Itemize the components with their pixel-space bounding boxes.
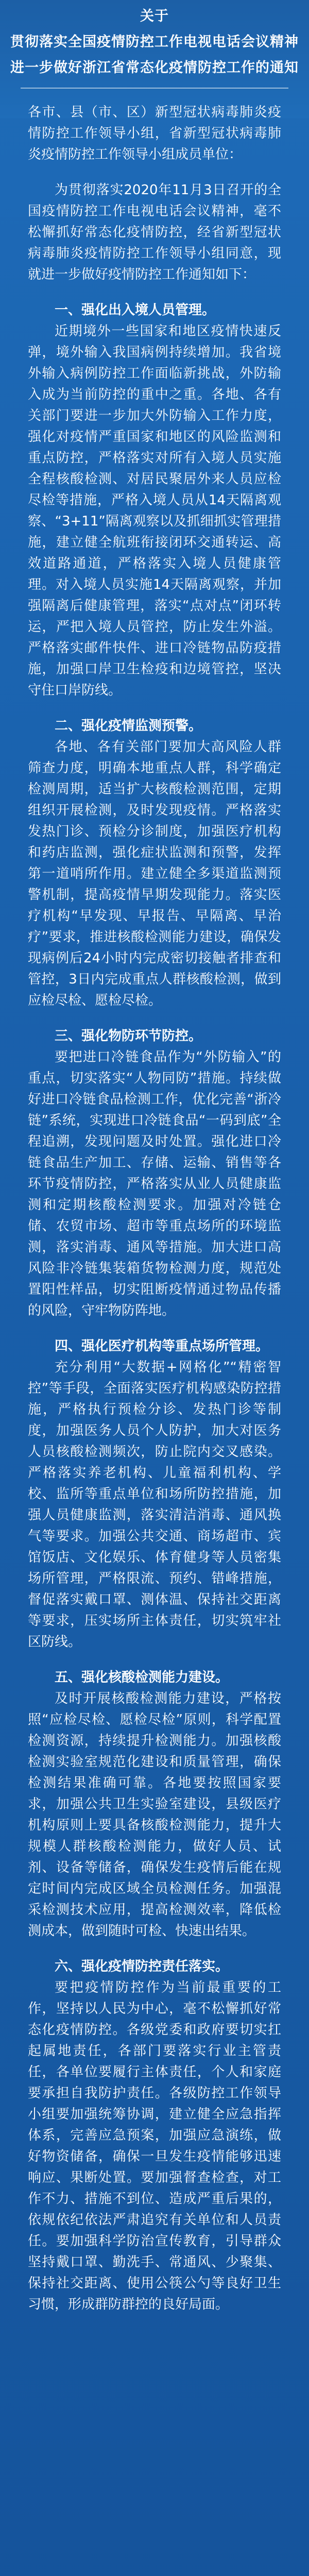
section-heading-1: 一、强化出入境人员管理。 [55,302,216,318]
section-heading-5: 五、强化核酸检测能力建设。 [55,1670,229,1685]
section-body-6: 要把疫情防控作为当前最重要的工作，坚持以人民为中心，毫不松懈抓好常态化疫情防控。各级党委和政府要切实扛起属地责任，各部门要落实行业主管责任，各单位要履行主体责任，个人和家庭要承担自我防护责任。各级防控工作领导小组要加强统筹协调，建立健全应急指挥体系，完善应急预案，加强应急演练，做好物资储备，确保一旦发生疫情能够迅速响应、果断处置。要加强督查检查，对工作不力、措施不到位、造成严重后果的，依规依纪依法严肃追究有关单位和人员责任。要加强科学防治宣传教育，引导群众坚持戴口罩、勤洗手、常通风、少聚集、保持社交距离、使用公筷公勺等良好卫生习惯，形成群防群控的良好局面。 [28,1980,281,2312]
salutation: 各市、县（市、区）新型冠状病毒肺炎疫情防控工作领导小组，省新型冠状病毒肺炎疫情防控工作领导小组成员单位： [28,105,281,162]
title-line-1: 关于 [140,8,169,24]
section-heading-3: 三、强化物防环节防控。 [55,1028,202,1044]
title-line-3: 进一步做好浙江省常态化疫情防控工作的通知 [10,60,299,76]
notice-header [0,0,309,118]
section-heading-6: 六、强化疫情防控责任落实。 [55,1959,229,1974]
notice-body [28,102,281,2330]
title-divider [21,88,288,89]
section-body-2: 各地、各有关部门要加大高风险人群筛查力度，明确本地重点人群，科学确定检测周期，适当扩大核酸检测范围，定期组织开展检测，及时发现疫情。严格落实发热门诊、预检分诊制度，加强医疗机构和药店监测，强化症状监测和预警，发挥第一道哨所作用。建立健全多渠道监测预警机制，提高疫情早期发现能力。落实医疗机构“早发现、早报告、早隔离、早治疗”要求，推进核酸检测能力建设，确保发现病例后24小时内完成密切接触者排查和管控，3日内完成重点人群核酸检测，做到应检尽检、愿检尽检。 [28,739,281,1008]
section-body-5: 及时开展核酸检测能力建设，严格按照“应检尽检、愿检尽检”原则，科学配置检测资源，持续提升检测能力。加强核酸检测实验室规范化建设和质量管理，确保检测结果准确可靠。各地要按照国家要求，加强公共卫生实验室建设，县级医疗机构原则上要具备核酸检测能力，提升大规模人群核酸检测能力，做好人员、试剂、设备等储备，确保发生疫情后能在规定时间内完成区域全员检测任务。加强混采检测技术应用，提高检测效率，降低检测成本，做到随时可检、快速出结果。 [28,1691,281,1939]
section-body-1: 近期境外一些国家和地区疫情快速反弹，境外输入我国病例持续增加。我省境外输入病例防控工作面临新挑战，外防输入成为当前防控的重中之重。各地、各有关部门要进一步加大外防输入工作力度，强化对疫情严重国家和地区的风险监测和重点防控，严格落实对所有入境人员实施全程核酸检测、对居民聚居外来人员应检尽检等措施，严格入境人员从14天隔离观察、“3+11”隔离观察以及抓细抓实管理措施，建立健全航班衔接闭环交通转运、高效道路通道，严格落实入境人员健康管理。对入境人员实施14天隔离观察，并加强隔离后健康管理，落实“点对点”闭环转运，严把入境人员管控，防止发生外溢。严格落实邮件快件、进口冷链物品防疫措施，加强口岸卫生检疫和边境管控，坚决守住口岸防线。 [28,324,281,698]
section-body-3: 要把进口冷链食品作为“外防输入”的重点，切实落实“人物同防”措施。持续做好进口冷链食品检测工作，优化完善“浙冷链”系统，实现进口冷链食品“一码到底”全程追溯，发现问题及时处置。强化进口冷链食品生产加工、存储、运输、销售等各环节疫情防控，严格落实从业人员健康监测和定期核酸检测要求。加强对冷链仓储、农贸市场、超市等重点场所的环境监测，落实消毒、通风等措施。加大进口高风险非冷链集装箱货物检测力度，规范处置阳性样品，切实阻断疫情通过物品传播的风险，守牢物防阵地。 [28,1049,281,1318]
section-body-4: 充分利用“大数据+网格化”“精密智控”等手段，全面落实医疗机构感染防控措施，严格执行预检分诊、发热门诊等制度，加强医务人员个人防护，加大对医务人员核酸检测频次，防止院内交叉感染。严格落实养老机构、儿童福利机构、学校、监所等重点单位和场所防控措施，加强人员健康监测，落实清洁消毒、通风换气等要求。加强公共交通、商场超市、宾馆饭店、文化娱乐、体育健身等人员密集场所管理，严格限流、预约、错峰措施，督促落实戴口罩、测体温、保持社交距离等要求，压实场所主体责任，切实筑牢社区防线。 [28,1360,281,1650]
section-heading-2: 二、强化疫情监测预警。 [55,718,202,734]
section-heading-4: 四、强化医疗机构等重点场所管理。 [55,1338,269,1354]
intro-paragraph: 为贯彻落实2020年11月3日召开的全国疫情防控工作电视电话会议精神，毫不松懈抓好常态化疫情防控，经省新型冠状病毒肺炎疫情防控工作领导小组同意，现就进一步做好疫情防控工作通知如下： [28,182,281,282]
title-line-2: 贯彻落实全国疫情防控工作电视电话会议精神 [10,34,299,50]
